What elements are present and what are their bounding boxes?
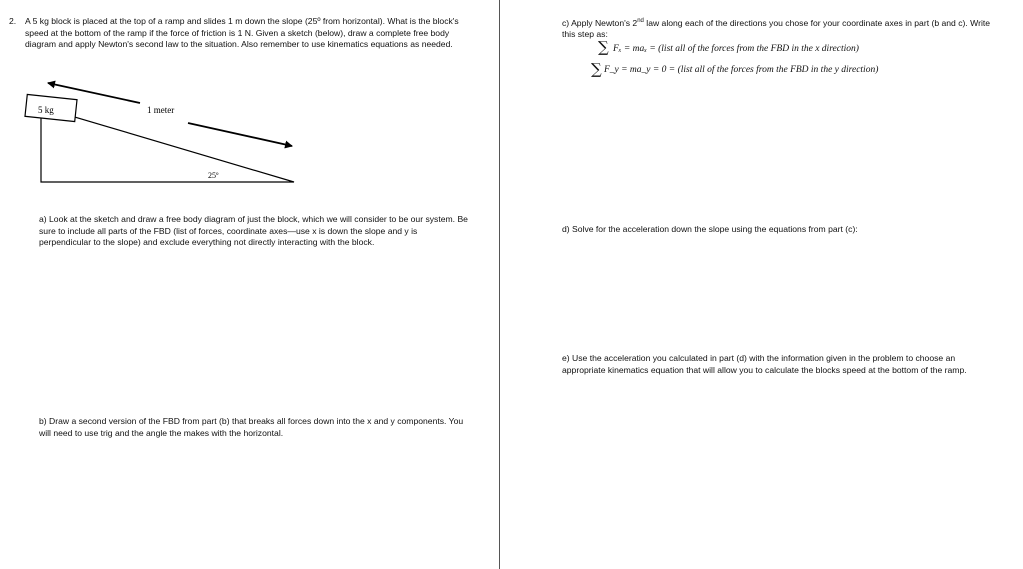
- page-divider: [499, 0, 500, 569]
- problem-statement: A 5 kg block is placed at the top of a ramp and slides 1 m down the slope (25º from horizontal). What is the block's speed at the bottom of the ramp if the force of friction is 1 N. Given a sketch (below), draw a complete free body diagram and apply Newton's second law to the situation. Also remember to use kinematics equations as needed.: [25, 16, 459, 49]
- ramp-sketch: [0, 75, 320, 195]
- equation-x: Fₓ = maₓ = (list all of the forces from the FBD in the x direction): [613, 44, 859, 54]
- sum-x-symbol: ∑: [598, 38, 609, 56]
- part-b-text: b) Draw a second version of the FBD from part (b) that breaks all forces down into the x and y components. You will need to use trig and the angle the makes with the horizontal.: [39, 416, 464, 438]
- sum-y-symbol: ∑: [591, 60, 602, 78]
- part-d-text: d) Solve for the acceleration down the slope using the equations from part (c):: [562, 224, 858, 234]
- angle-label: 25º: [208, 171, 219, 180]
- part-a-text: a) Look at the sketch and draw a free body diagram of just the block, which we will consider to be our system. Be sure to include all parts of the FBD (list of forces, coordinate axes—use x is down the slope and y is perpendicular to the slope) and exclude everything not directly interacting with the block.: [39, 214, 468, 247]
- part-c-sup: nd: [637, 18, 644, 24]
- part-e-text: e) Use the acceleration you calculated in part (d) with the information given in the problem to choose an appropriate kinematics equation that will allow you to calculate the blocks speed at the bottom of the ramp.: [562, 353, 967, 375]
- ramp-triangle: [41, 107, 294, 182]
- problem-number: 2.: [9, 16, 17, 26]
- length-label: 1 meter: [147, 105, 175, 115]
- part-c-lead: c) Apply Newton's 2: [562, 17, 638, 28]
- length-arrow-down: [188, 123, 292, 146]
- block-label: 5 kg: [38, 105, 54, 115]
- equation-y: F_y = ma_y = 0 = (list all of the forces from the FBD in the y direction): [604, 65, 879, 75]
- part-c-rest: law along each of the directions you chose for your coordinate axes in part (b and c). Write this step as:: [562, 17, 991, 40]
- part-c-text: [562, 16, 992, 41]
